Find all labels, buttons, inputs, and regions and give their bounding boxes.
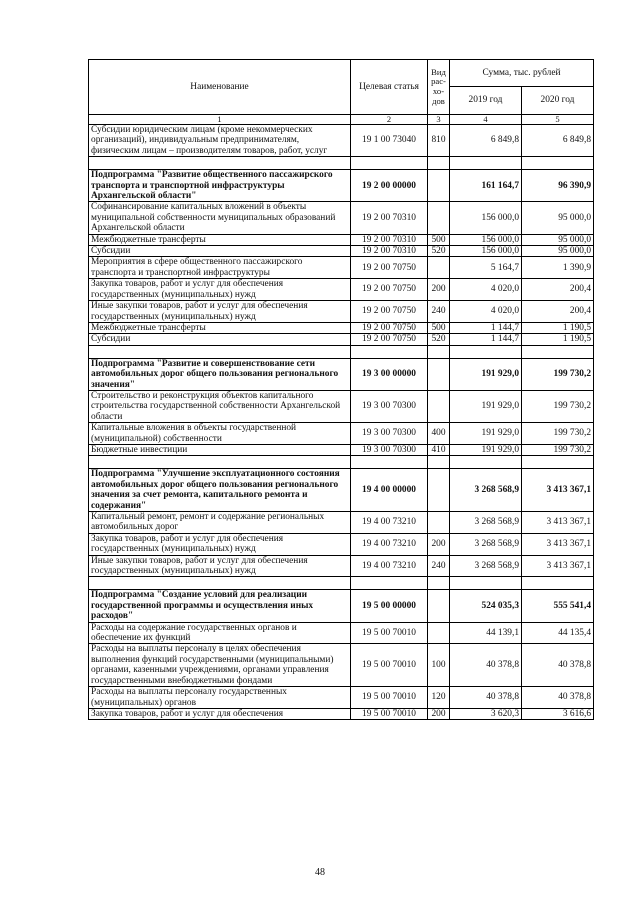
table-row <box>89 423 594 445</box>
row-target-code: 19 2 00 70750 <box>351 279 428 301</box>
spacer-cell <box>450 456 522 469</box>
spacer-cell <box>89 157 351 170</box>
row-sum-2020: 200,4 <box>522 279 594 301</box>
row-expense-type: 240 <box>428 301 450 323</box>
row-name: Расходы на содержание государственных органов и обеспечение их функций <box>89 622 351 644</box>
row-target-code: 19 4 00 73210 <box>351 512 428 534</box>
table-row <box>89 622 594 644</box>
row-sum-2019: 3 268 568,9 <box>450 533 522 555</box>
row-expense-type: 500 <box>428 234 450 245</box>
row-sum-2019: 5 164,7 <box>450 257 522 279</box>
column-number: 2 <box>351 115 428 125</box>
row-sum-2020: 44 135,4 <box>522 622 594 644</box>
row-sum-2020: 199 730,2 <box>522 423 594 445</box>
row-name: Капитальные вложения в объекты государственной (муниципальной) собственности <box>89 423 351 445</box>
subprogram-row <box>89 590 594 622</box>
row-target-code: 19 5 00 70010 <box>351 622 428 644</box>
row-sum-2020: 200,4 <box>522 301 594 323</box>
row-sum-2020: 199 730,2 <box>522 444 594 455</box>
row-name: Иные закупки товаров, работ и услуг для обеспечения государственных (муниципальных) нужд <box>89 555 351 577</box>
row-expense-type <box>428 358 450 390</box>
row-sum-2019: 191 929,0 <box>450 423 522 445</box>
row-expense-type: 410 <box>428 444 450 455</box>
spacer-row <box>89 345 594 358</box>
row-expense-type: 200 <box>428 533 450 555</box>
row-expense-type: 810 <box>428 125 450 157</box>
row-expense-type: 120 <box>428 687 450 709</box>
table-row <box>89 444 594 455</box>
row-target-code: 19 1 00 73040 <box>351 125 428 157</box>
table-row <box>89 687 594 709</box>
table-row <box>89 234 594 245</box>
row-target-code: 19 3 00 70300 <box>351 390 428 422</box>
row-name: Межбюджетные трансферты <box>89 234 351 245</box>
row-expense-type <box>428 202 450 234</box>
row-name: Капитальный ремонт, ремонт и содержание региональных автомобильных дорог <box>89 512 351 534</box>
row-target-code: 19 2 00 70750 <box>351 322 428 333</box>
row-expense-type: 520 <box>428 334 450 345</box>
row-sum-2019: 3 268 568,9 <box>450 555 522 577</box>
row-sum-2019: 40 378,8 <box>450 687 522 709</box>
column-number: 3 <box>428 115 450 125</box>
row-target-code: 19 4 00 73210 <box>351 533 428 555</box>
row-target-code: 19 2 00 70750 <box>351 257 428 279</box>
row-sum-2019: 524 035,3 <box>450 590 522 622</box>
row-sum-2020: 95 000,0 <box>522 234 594 245</box>
row-target-code: 19 2 00 70750 <box>351 301 428 323</box>
row-name: Подпрограмма "Улучшение эксплуатационного состояния автомобильных дорог общего пользования регионального значения за счет ремонта, капитального ремонта и содержания" <box>89 469 351 512</box>
row-name: Закупка товаров, работ и услуг для обеспечения <box>89 708 351 719</box>
row-sum-2019: 1 144,7 <box>450 334 522 345</box>
row-expense-type <box>428 390 450 422</box>
row-target-code: 19 2 00 00000 <box>351 170 428 202</box>
row-sum-2020: 40 378,8 <box>522 644 594 687</box>
row-expense-type <box>428 257 450 279</box>
spacer-cell <box>428 577 450 590</box>
spacer-row <box>89 456 594 469</box>
spacer-cell <box>351 456 428 469</box>
spacer-cell <box>522 345 594 358</box>
row-sum-2019: 191 929,0 <box>450 390 522 422</box>
row-name: Иные закупки товаров, работ и услуг для обеспечения государственных (муниципальных) нужд <box>89 301 351 323</box>
table-row <box>89 555 594 577</box>
row-sum-2019: 1 144,7 <box>450 322 522 333</box>
table-row <box>89 644 594 687</box>
table-row <box>89 512 594 534</box>
row-sum-2019: 191 929,0 <box>450 444 522 455</box>
row-target-code: 19 2 00 70310 <box>351 202 428 234</box>
row-sum-2020: 199 730,2 <box>522 358 594 390</box>
row-sum-2019: 156 000,0 <box>450 234 522 245</box>
row-sum-2019: 156 000,0 <box>450 246 522 257</box>
row-target-code: 19 3 00 00000 <box>351 358 428 390</box>
row-expense-type <box>428 590 450 622</box>
row-name: Субсидии <box>89 334 351 345</box>
header-vid: Вид рас-хо-дов <box>428 60 450 115</box>
row-sum-2019: 3 268 568,9 <box>450 469 522 512</box>
table-row <box>89 246 594 257</box>
header-year-2019: 2019 год <box>450 87 522 115</box>
row-name: Строительство и реконструкция объектов капитального строительства государственной собственности Архангельской области <box>89 390 351 422</box>
spacer-cell <box>450 577 522 590</box>
column-number: 1 <box>89 115 351 125</box>
row-name: Субсидии <box>89 246 351 257</box>
spacer-cell <box>351 577 428 590</box>
spacer-cell <box>522 456 594 469</box>
row-expense-type: 240 <box>428 555 450 577</box>
table-row <box>89 533 594 555</box>
row-sum-2020: 1 190,5 <box>522 334 594 345</box>
row-sum-2020: 96 390,9 <box>522 170 594 202</box>
row-sum-2020: 3 616,6 <box>522 708 594 719</box>
row-target-code: 19 3 00 70300 <box>351 423 428 445</box>
spacer-row <box>89 577 594 590</box>
row-sum-2019: 6 849,8 <box>450 125 522 157</box>
row-name: Закупка товаров, работ и услуг для обеспечения государственных (муниципальных) нужд <box>89 279 351 301</box>
spacer-cell <box>450 345 522 358</box>
spacer-cell <box>351 345 428 358</box>
row-sum-2019: 156 000,0 <box>450 202 522 234</box>
row-target-code: 19 5 00 70010 <box>351 687 428 709</box>
row-sum-2020: 95 000,0 <box>522 246 594 257</box>
row-sum-2020: 3 413 367,1 <box>522 512 594 534</box>
spacer-cell <box>351 157 428 170</box>
spacer-cell <box>89 577 351 590</box>
row-name: Межбюджетные трансферты <box>89 322 351 333</box>
row-name: Подпрограмма "Создание условий для реализации государственной программы и осуществления иных расходов" <box>89 590 351 622</box>
row-expense-type: 400 <box>428 423 450 445</box>
header-code: Целевая статья <box>351 60 428 115</box>
row-expense-type <box>428 469 450 512</box>
table-row <box>89 202 594 234</box>
subprogram-row <box>89 358 594 390</box>
row-sum-2019: 161 164,7 <box>450 170 522 202</box>
table-row <box>89 334 594 345</box>
table-row <box>89 322 594 333</box>
row-sum-2019: 4 020,0 <box>450 301 522 323</box>
row-sum-2020: 6 849,8 <box>522 125 594 157</box>
table-row <box>89 279 594 301</box>
row-name: Подпрограмма "Развитие и совершенствование сети автомобильных дорог общего пользования регионального значения" <box>89 358 351 390</box>
spacer-cell <box>428 456 450 469</box>
header-name: Наименование <box>89 60 351 115</box>
row-name: Расходы на выплаты персоналу в целях обеспечения выполнения функций государственными (муниципальными) органами, казенными учреждениями, органами управления государственными внебюджетными фондами <box>89 644 351 687</box>
table-body <box>89 125 594 720</box>
row-name: Расходы на выплаты персоналу государственных (муниципальных) органов <box>89 687 351 709</box>
row-sum-2019: 44 139,1 <box>450 622 522 644</box>
row-sum-2019: 4 020,0 <box>450 279 522 301</box>
row-target-code: 19 4 00 00000 <box>351 469 428 512</box>
row-expense-type: 520 <box>428 246 450 257</box>
row-target-code: 19 4 00 73210 <box>351 555 428 577</box>
row-sum-2020: 555 541,4 <box>522 590 594 622</box>
subprogram-row <box>89 170 594 202</box>
row-expense-type: 200 <box>428 279 450 301</box>
column-number: 4 <box>450 115 522 125</box>
row-sum-2020: 3 413 367,1 <box>522 469 594 512</box>
row-target-code: 19 3 00 70300 <box>351 444 428 455</box>
header-sum: Сумма, тыс. рублей <box>450 60 594 87</box>
row-sum-2020: 3 413 367,1 <box>522 533 594 555</box>
row-expense-type <box>428 170 450 202</box>
row-sum-2020: 199 730,2 <box>522 390 594 422</box>
table-row <box>89 708 594 719</box>
header-year-2020: 2020 год <box>522 87 594 115</box>
table-row <box>89 125 594 157</box>
row-sum-2019: 3 268 568,9 <box>450 512 522 534</box>
row-sum-2020: 1 190,5 <box>522 322 594 333</box>
row-expense-type <box>428 622 450 644</box>
row-sum-2020: 95 000,0 <box>522 202 594 234</box>
page-number: 48 <box>315 867 325 878</box>
table-row <box>89 257 594 279</box>
row-expense-type: 100 <box>428 644 450 687</box>
subprogram-row <box>89 469 594 512</box>
row-sum-2020: 3 413 367,1 <box>522 555 594 577</box>
row-sum-2020: 40 378,8 <box>522 687 594 709</box>
table-row <box>89 390 594 422</box>
budget-table <box>88 59 594 720</box>
column-number-row <box>89 115 594 125</box>
spacer-cell <box>89 345 351 358</box>
row-target-code: 19 2 00 70750 <box>351 334 428 345</box>
row-sum-2019: 40 378,8 <box>450 644 522 687</box>
row-sum-2019: 3 620,3 <box>450 708 522 719</box>
row-name: Подпрограмма "Развитие общественного пассажирского транспорта и транспортной инфраструктуры Архангельской области" <box>89 170 351 202</box>
row-name: Мероприятия в сфере общественного пассажирского транспорта и транспортной инфраструктуры <box>89 257 351 279</box>
spacer-cell <box>450 157 522 170</box>
spacer-cell <box>428 157 450 170</box>
spacer-row <box>89 157 594 170</box>
row-sum-2019: 191 929,0 <box>450 358 522 390</box>
table-row <box>89 301 594 323</box>
row-target-code: 19 5 00 70010 <box>351 644 428 687</box>
row-name: Софинансирование капитальных вложений в объекты муниципальной собственности муниципальных образований Архангельской области <box>89 202 351 234</box>
spacer-cell <box>428 345 450 358</box>
row-expense-type: 200 <box>428 708 450 719</box>
row-expense-type <box>428 512 450 534</box>
spacer-cell <box>522 577 594 590</box>
column-number: 5 <box>522 115 594 125</box>
row-name: Субсидии юридическим лицам (кроме некоммерческих организаций), индивидуальным предпринимателям, физическим лицам – производителям товаров, работ, услуг <box>89 125 351 157</box>
row-sum-2020: 1 390,9 <box>522 257 594 279</box>
spacer-cell <box>522 157 594 170</box>
spacer-cell <box>89 456 351 469</box>
row-target-code: 19 2 00 70310 <box>351 246 428 257</box>
row-target-code: 19 2 00 70310 <box>351 234 428 245</box>
row-name: Бюджетные инвестиции <box>89 444 351 455</box>
row-target-code: 19 5 00 00000 <box>351 590 428 622</box>
row-target-code: 19 5 00 70010 <box>351 708 428 719</box>
row-expense-type: 500 <box>428 322 450 333</box>
header-row <box>89 60 594 87</box>
row-name: Закупка товаров, работ и услуг для обеспечения государственных (муниципальных) нужд <box>89 533 351 555</box>
